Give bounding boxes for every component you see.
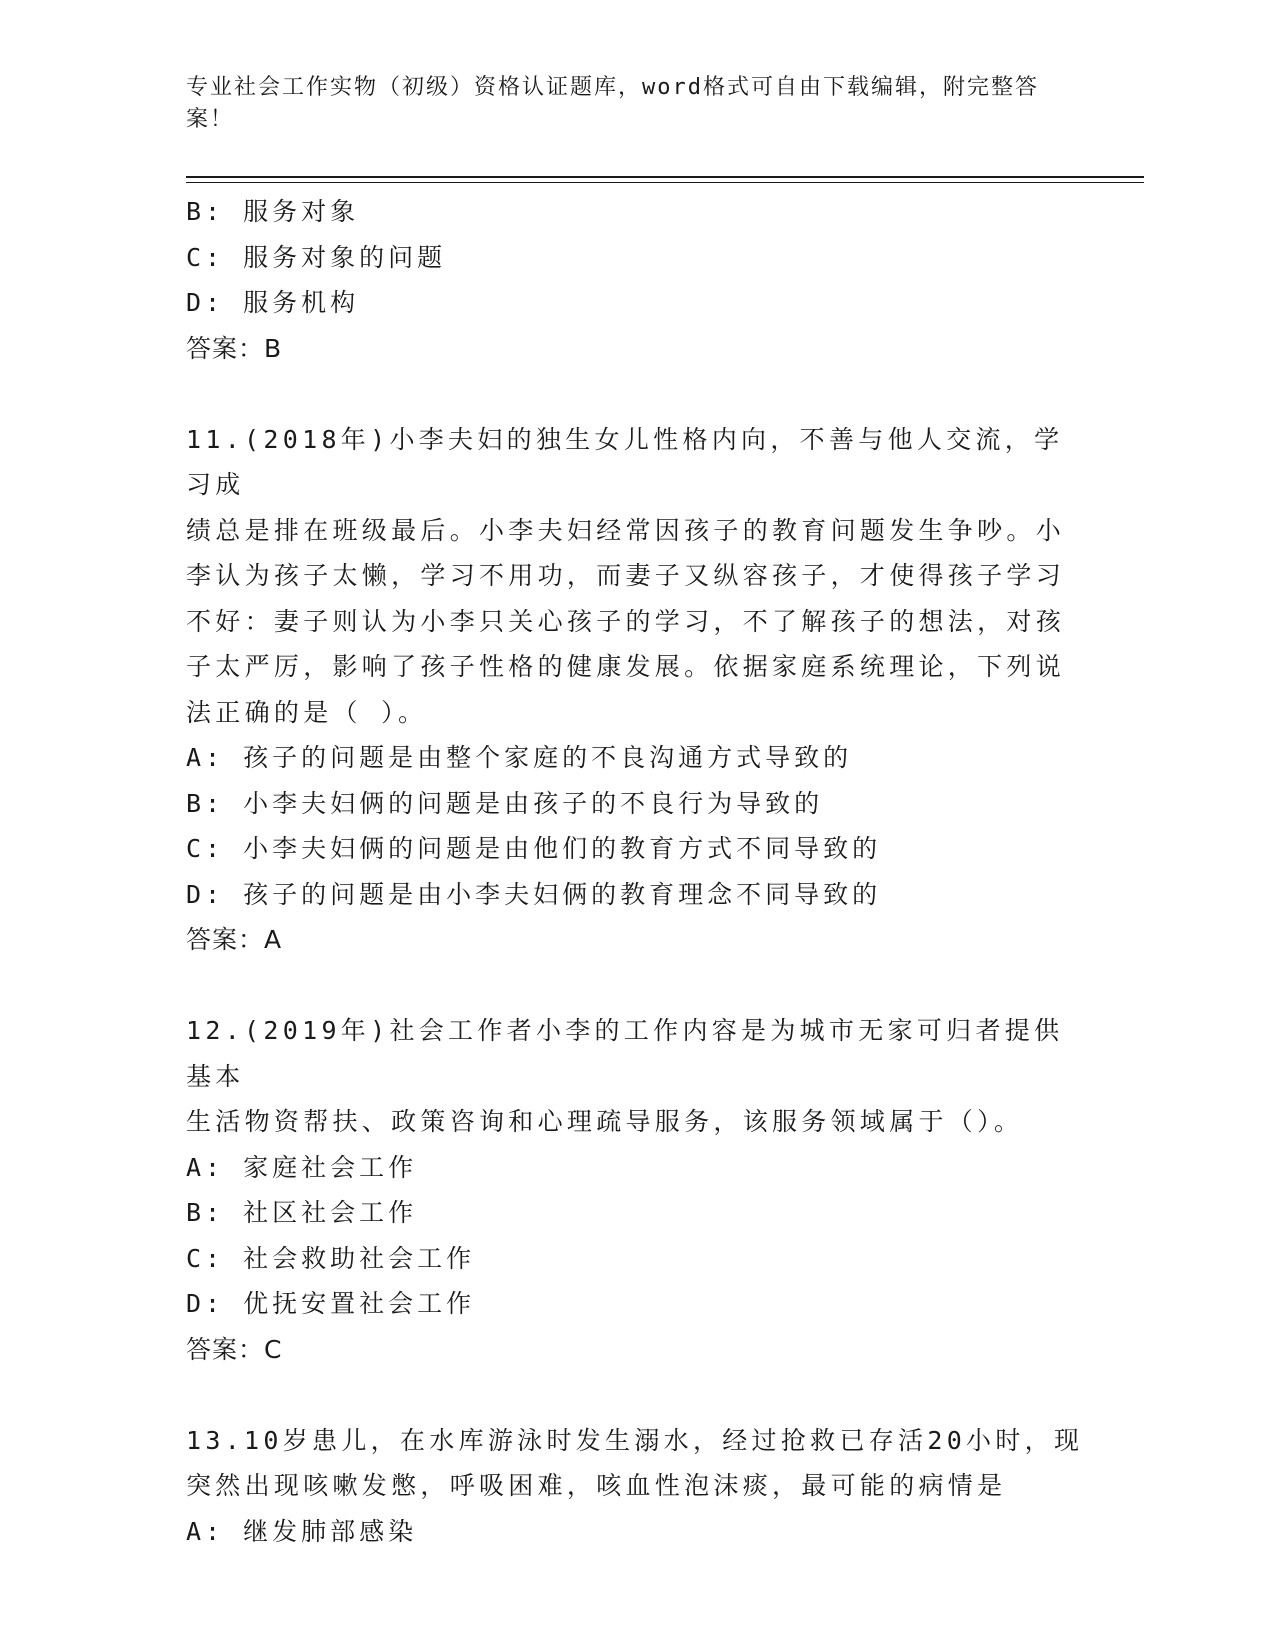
- option-a: A: 继发肺部感染: [186, 1516, 418, 1546]
- stem-line: 法正确的是（ ）。: [186, 697, 428, 727]
- stem-line: 子太严厉，影响了孩子性格的健康发展。依据家庭系统理论，下列说: [186, 652, 1066, 681]
- option-a: A: 家庭社会工作: [186, 1152, 418, 1182]
- option-d: D: 服务机构: [186, 288, 360, 317]
- option-b: B: 社区社会工作: [186, 1198, 418, 1227]
- header-divider-thin: [186, 182, 1144, 183]
- stem-line: 13.10岁患儿，在水库游泳时发生溺水，经过抢救已存活20小时，现: [186, 1425, 1084, 1455]
- option-a: A: 孩子的问题是由整个家庭的不良沟通方式导致的: [186, 743, 853, 772]
- stem-line: 不好：妻子则认为小李只关心孩子的学习，不了解孩子的想法，对孩: [186, 606, 1066, 636]
- question-list: [186, 189, 1086, 1554]
- stem-line: 11.(2018年)小李夫妇的独生女儿性格内向，不善与他人交流，学习成: [186, 424, 1064, 499]
- question-stem: [186, 1418, 1086, 1509]
- option-d: D: 优抚安置社会工作: [186, 1289, 476, 1318]
- option-c: C: 社会救助社会工作: [186, 1243, 476, 1273]
- answer-line: 答案：C: [186, 1334, 283, 1364]
- spacer: [186, 1372, 1086, 1418]
- spacer: [186, 371, 1086, 417]
- option-c: C: 小李夫妇俩的问题是由他们的教育方式不同导致的: [186, 834, 882, 863]
- option-b: B: 小李夫妇俩的问题是由孩子的不良行为导致的: [186, 788, 824, 818]
- stem-line: 突然出现咳嗽发憋，呼吸困难，咳血性泡沫痰，最可能的病情是: [186, 1471, 1007, 1500]
- spacer: [186, 963, 1086, 1009]
- stem-line: 12.(2019年)社会工作者小李的工作内容是为城市无家可归者提供基本: [186, 1016, 1064, 1091]
- question-12: [186, 1008, 1086, 1372]
- question-11: [186, 417, 1086, 963]
- header-divider: [186, 176, 1144, 178]
- stem-line: 生活物资帮扶、政策咨询和心理疏导服务，该服务领域属于（）。: [186, 1107, 1024, 1136]
- stem-line: 李认为孩子太懒，学习不用功，而妻子又纵容孩子，才使得孩子学习: [186, 561, 1066, 590]
- question-stem: [186, 1008, 1086, 1145]
- option-d: D: 孩子的问题是由小李夫妇俩的教育理念不同导致的: [186, 879, 882, 909]
- answer-line: 答案：B: [186, 333, 283, 363]
- question-13: [186, 1418, 1086, 1555]
- document-header: [186, 72, 1066, 136]
- option-c: C: 服务对象的问题: [186, 242, 447, 272]
- question-10-continuation: [186, 189, 1086, 371]
- option-b: B: 服务对象: [186, 197, 360, 226]
- header-title: 专业社会工作实物（初级）资格认证题库，word格式可自由下载编辑，附完整答案！: [186, 75, 1039, 132]
- stem-line: 绩总是排在班级最后。小李夫妇经常因孩子的教育问题发生争吵。小: [186, 515, 1066, 545]
- answer-line: 答案：A: [186, 925, 283, 954]
- question-stem: [186, 417, 1086, 736]
